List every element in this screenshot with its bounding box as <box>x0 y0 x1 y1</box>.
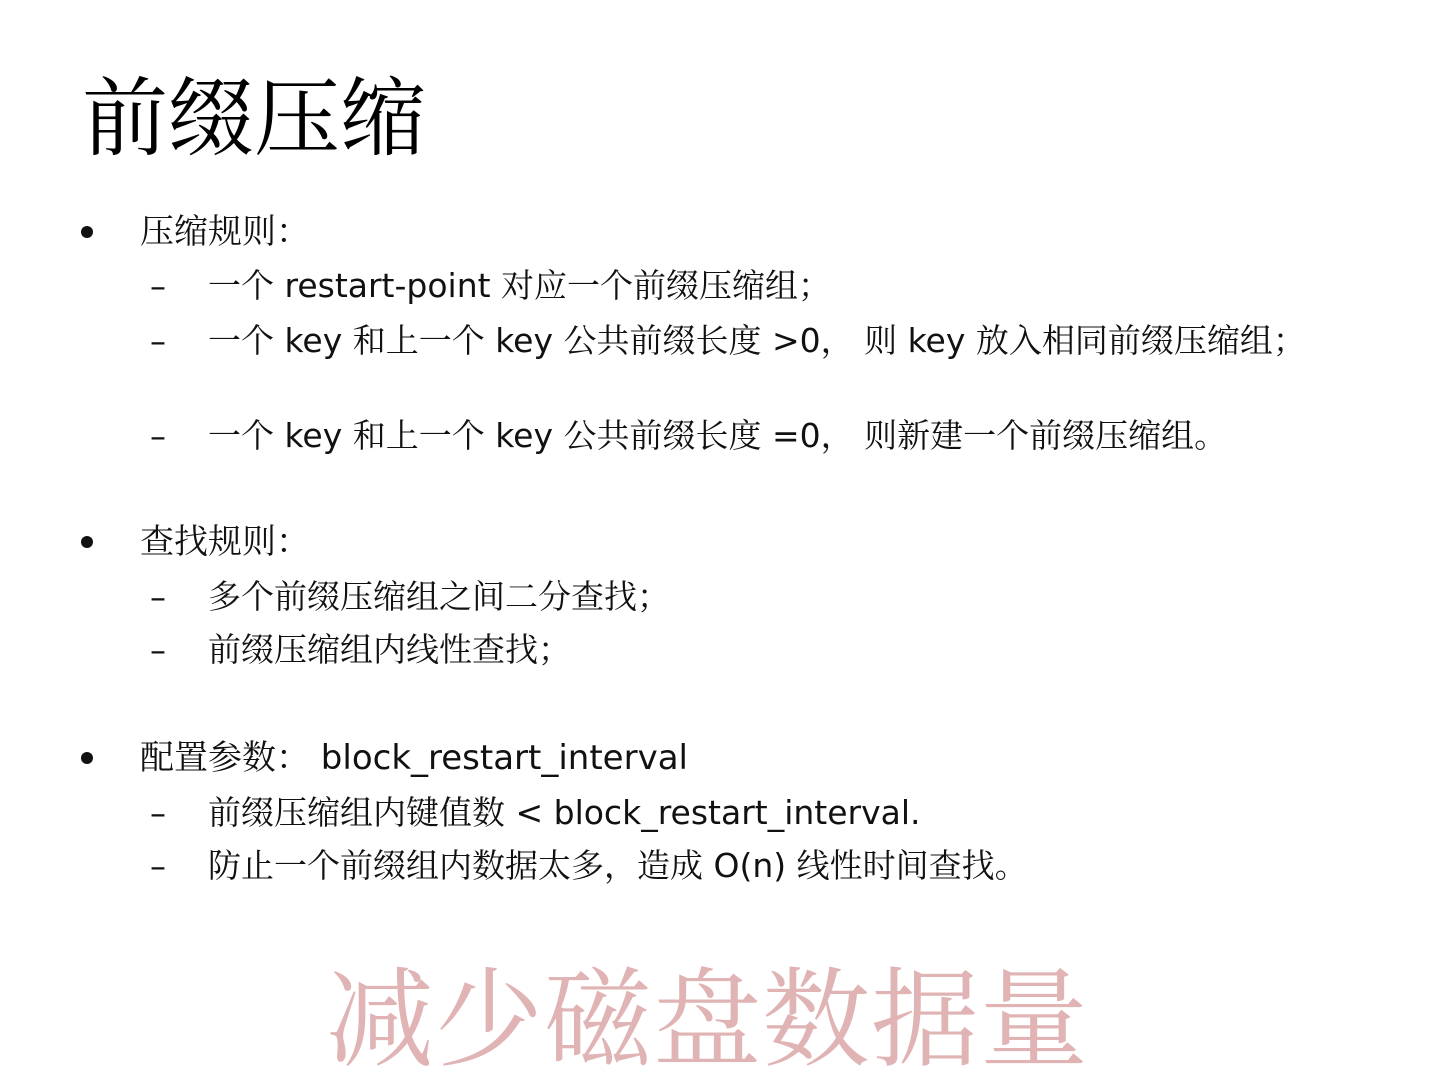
bullet-dot-icon <box>81 752 93 764</box>
bullet-dot-icon <box>81 226 93 238</box>
list-item-text: 防止一个前缀组内数据太多，造成 O(n) 线性时间查找。 <box>208 846 1028 885</box>
list-item-text: 一个 key 和上一个 key 公共前缀长度 =0， 则新建一个前缀压缩组。 <box>208 416 1228 455</box>
slide-title: 前缀压缩 <box>82 69 426 169</box>
section-heading: 配置参数： block_restart_interval <box>140 738 688 778</box>
section-heading: 压缩规则： <box>140 212 310 252</box>
bullet-dot-icon <box>81 536 93 548</box>
dash-icon: – <box>150 578 166 616</box>
list-item-text: 前缀压缩组内键值数 < block_restart_interval. <box>208 793 921 832</box>
dash-icon: – <box>150 322 166 360</box>
list-item-text: 一个 key 和上一个 key 公共前缀长度 >0， 则 key 放入相同前缀压缩组； <box>208 321 1306 360</box>
dash-icon: – <box>150 847 166 885</box>
list-item-text: 一个 restart-point 对应一个前缀压缩组； <box>208 266 832 305</box>
section-heading: 查找规则： <box>140 522 310 562</box>
list-item-text: 前缀压缩组内线性查找； <box>208 630 571 669</box>
emphasis-caption: 减少磁盘数据量 <box>326 958 1090 1083</box>
dash-icon: – <box>150 417 166 455</box>
dash-icon: – <box>150 267 166 305</box>
dash-icon: – <box>150 631 166 669</box>
list-item-text: 多个前缀压缩组之间二分查找； <box>208 577 670 616</box>
dash-icon: – <box>150 794 166 832</box>
